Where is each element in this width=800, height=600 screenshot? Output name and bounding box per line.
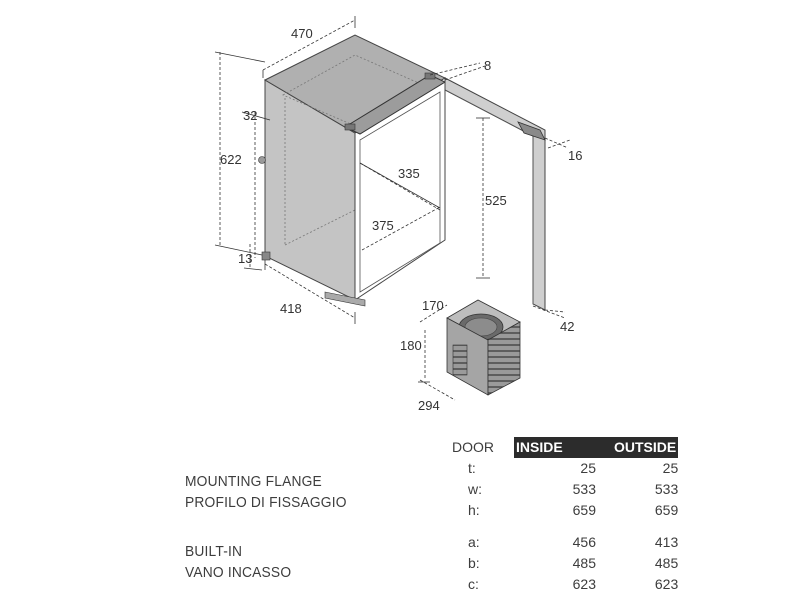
row-key: a: [468,534,480,550]
header-inside: INSIDE [514,437,596,458]
row-outside: 485 [654,555,679,571]
row-outside: 659 [654,502,679,518]
built-in-label: BUILT-IN [185,543,243,560]
mounting-flange-label-it: PROFILO DI FISSAGGIO [185,494,347,511]
dim-depth-top: 8 [484,58,492,73]
table-row [452,574,678,595]
dim-flange-height: 32 [243,108,258,123]
table-row [452,553,678,574]
dim-inner-width: 335 [398,166,420,181]
row-inside: 456 [572,534,596,550]
header-door: DOOR [452,439,494,455]
row-inside: 623 [572,576,596,592]
table-header-row [452,437,678,458]
row-outside: 623 [654,576,679,592]
dim-height: 622 [220,152,242,167]
mounting-flange-label: MOUNTING FLANGE [185,473,322,490]
header-outside: OUTSIDE [596,437,678,458]
compressor-unit [418,300,520,400]
dim-door-offset: 16 [568,148,583,163]
row-key: c: [468,576,479,592]
row-outside: 413 [654,534,679,550]
row-outside: 25 [662,460,679,476]
dim-inner-height: 525 [485,193,507,208]
table-row [452,532,678,553]
dim-bottom-offset: 13 [238,251,253,266]
table-spacer [452,521,678,532]
row-outside: 533 [654,481,679,497]
row-inside: 25 [580,460,596,476]
row-key: t: [468,460,476,476]
dim-width: 470 [291,26,313,41]
table-row [452,479,678,500]
table-row [452,500,678,521]
row-inside: 659 [572,502,596,518]
dim-inner-depth: 375 [372,218,394,233]
row-inside: 533 [572,481,596,497]
dimensions-table [452,437,678,595]
dim-compressor-depth: 294 [418,398,440,413]
built-in-label-it: VANO INCASSO [185,564,292,581]
dim-compressor-height: 180 [400,338,422,353]
row-key: b: [468,555,480,571]
dim-compressor-width: 170 [422,298,444,313]
dim-door-bottom: 42 [560,319,575,334]
table-row [452,458,678,479]
row-key: h: [468,502,480,518]
row-key: w: [468,481,482,497]
dim-base-depth: 418 [280,301,302,316]
row-inside: 485 [572,555,596,571]
